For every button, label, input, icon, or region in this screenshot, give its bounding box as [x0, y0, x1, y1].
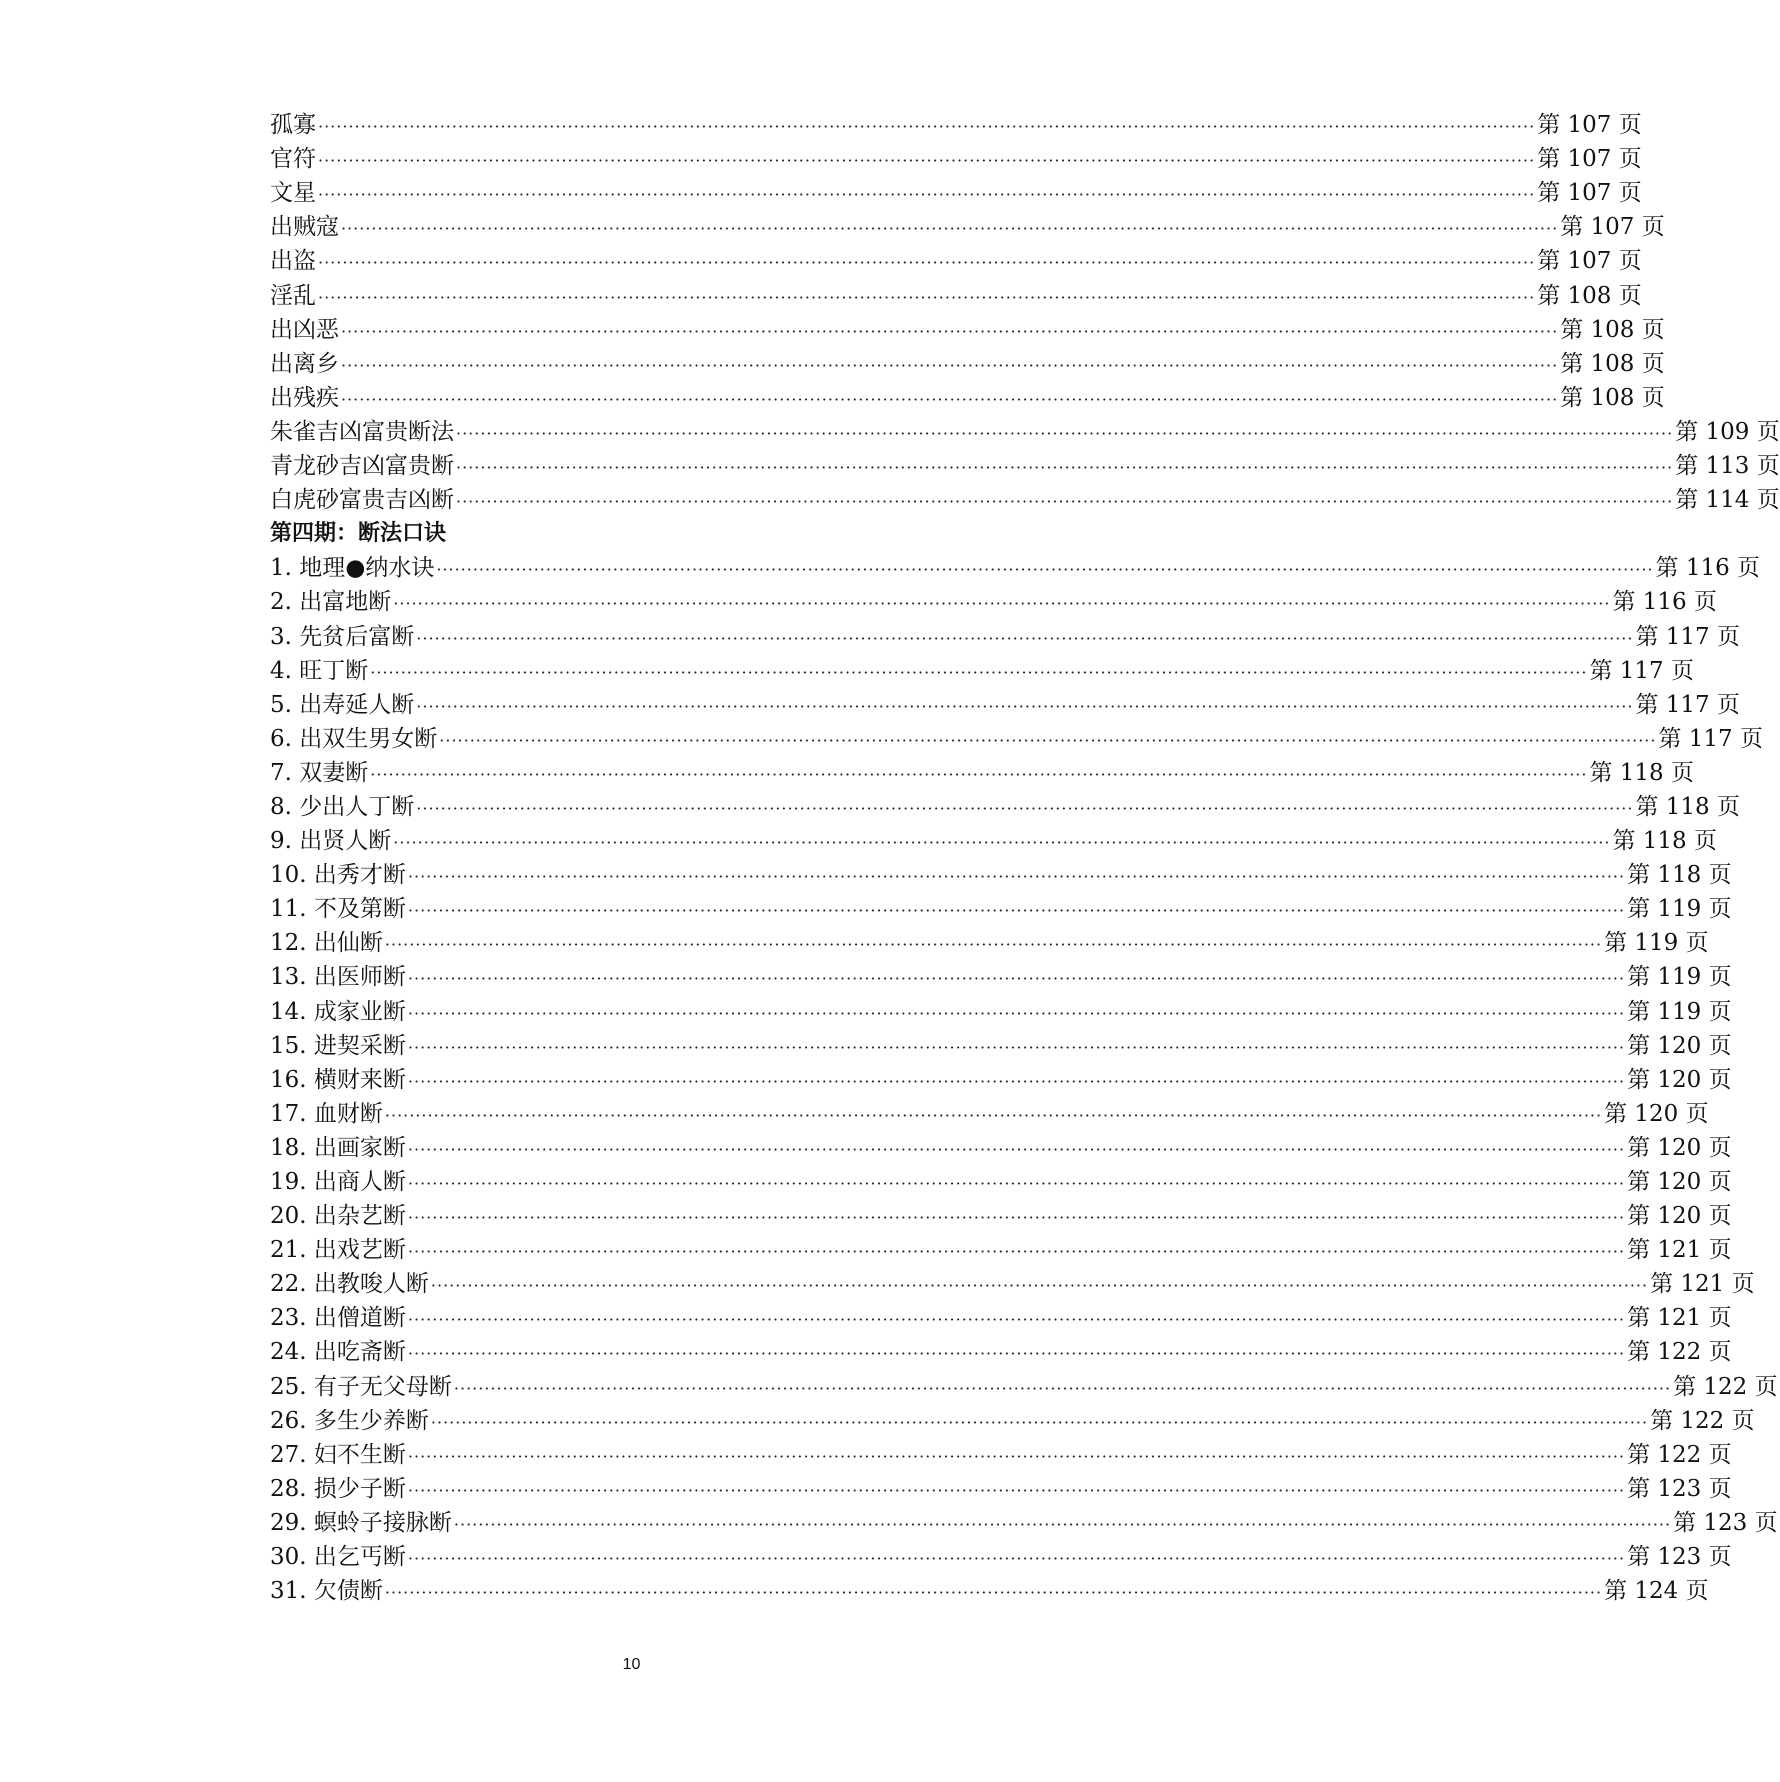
dot-leader: ········································································································································································································: [456, 458, 1674, 478]
dot-leader: ········································································································································································································: [341, 355, 1559, 375]
toc-entry: [270, 960, 1732, 994]
dot-leader: ········································································································································································································: [407, 1549, 1626, 1569]
toc-entry-title: 12. 出仙断: [270, 930, 383, 957]
toc-entry-page: 第 108 页: [1537, 282, 1642, 309]
toc-entry-page: 第 107 页: [1560, 214, 1665, 241]
toc-entry: [270, 278, 1642, 312]
toc-entry-title: 出残疾: [270, 384, 339, 411]
toc-entry: [270, 1472, 1732, 1506]
toc-entry-title: 出离乡: [270, 350, 339, 377]
toc-entry: [270, 1199, 1732, 1233]
toc-entry: [270, 1369, 1778, 1403]
toc-entry: [270, 994, 1732, 1028]
toc-entry-title: 25. 有子无父母断: [270, 1373, 452, 1400]
page-number: 10: [622, 1656, 641, 1673]
toc-entry-title: 24. 出吃斋断: [270, 1339, 406, 1366]
toc-entry: [270, 483, 1780, 517]
toc-entry-title: 2. 出富地断: [270, 589, 392, 616]
toc-entry-page: 第 117 页: [1589, 657, 1694, 684]
toc-entry-title: 18. 出画家断: [270, 1134, 406, 1161]
toc-entry-title: 8. 少出人丁断: [270, 793, 415, 820]
toc-entry-title: 30. 出乞丐断: [270, 1544, 406, 1571]
toc-entry-title: 5. 出寿延人断: [270, 691, 415, 718]
toc-entry-page: 第 113 页: [1675, 453, 1780, 480]
dot-leader: ········································································································································································································: [453, 1378, 1672, 1398]
toc-entry-page: 第 118 页: [1635, 793, 1740, 820]
toc-entry: [270, 1029, 1732, 1063]
toc-entry: [270, 1165, 1732, 1199]
toc-entry-page: 第 123 页: [1627, 1544, 1732, 1571]
toc-entry-page: 第 120 页: [1627, 1134, 1732, 1161]
toc-entry-page: 第 108 页: [1560, 384, 1665, 411]
toc-entry: [270, 244, 1642, 278]
toc-entry: [270, 1097, 1709, 1131]
toc-entry-page: 第 122 页: [1673, 1373, 1778, 1400]
toc-entry-page: 第 122 页: [1627, 1339, 1732, 1366]
toc-entry-title: 7. 双妻断: [270, 759, 369, 786]
dot-leader: ········································································································································································································: [393, 833, 1611, 853]
dot-leader: ········································································································································································································: [384, 1105, 1603, 1125]
dot-leader: ········································································································································································································: [407, 1139, 1626, 1159]
dot-leader: ········································································································································································································: [407, 1310, 1626, 1330]
toc-entry-page: 第 117 页: [1658, 725, 1763, 752]
toc-entry: [270, 142, 1642, 176]
toc-entry-page: 第 120 页: [1627, 1066, 1732, 1093]
dot-leader: ········································································································································································································: [407, 1071, 1626, 1091]
dot-leader: ········································································································································································································: [407, 1446, 1626, 1466]
toc-entry-title: 21. 出戏艺断: [270, 1237, 406, 1264]
toc-entry: [270, 824, 1717, 858]
toc-entry-title: 16. 横财来断: [270, 1066, 406, 1093]
dot-leader: ········································································································································································································: [430, 1276, 1649, 1296]
toc-entry: [270, 858, 1732, 892]
toc-entry-page: 第 107 页: [1537, 146, 1642, 173]
dot-leader: ········································································································································································································: [407, 1003, 1626, 1023]
toc-entry: [270, 1335, 1732, 1369]
toc-entry-page: 第 116 页: [1612, 589, 1717, 616]
toc-entry: [270, 1574, 1709, 1608]
toc-entry: [270, 1506, 1778, 1540]
toc-entry-title: 1. 地理●纳水诀: [270, 555, 435, 582]
toc-entry-title: 文星: [270, 180, 316, 207]
toc-entry-page: 第 121 页: [1627, 1305, 1732, 1332]
toc-entry: [270, 1301, 1732, 1335]
toc-entry: [270, 381, 1665, 415]
toc-entry-page: 第 114 页: [1675, 487, 1780, 514]
toc-entry: [270, 654, 1694, 688]
toc-entry: [270, 1063, 1732, 1097]
dot-leader: ········································································································································································································: [430, 1412, 1649, 1432]
toc-entry-page: 第 108 页: [1560, 350, 1665, 377]
section-heading: 第四期：断法口诀: [270, 521, 447, 547]
toc-entry-page: 第 107 页: [1537, 112, 1642, 139]
dot-leader: ········································································································································································································: [407, 901, 1626, 921]
dot-leader: ········································································································································································································: [407, 1208, 1626, 1228]
toc-entry-title: 13. 出医师断: [270, 964, 406, 991]
toc-entry-page: 第 120 页: [1627, 1169, 1732, 1195]
toc-entry: [270, 926, 1709, 960]
dot-leader: ········································································································································································································: [407, 1344, 1626, 1364]
toc-entry-page: 第 118 页: [1627, 862, 1732, 889]
dot-leader: ········································································································································································································: [407, 1242, 1626, 1262]
dot-leader: ········································································································································································································: [407, 1480, 1626, 1500]
toc-entry: [270, 892, 1732, 926]
toc-entry-page: 第 118 页: [1589, 759, 1694, 786]
toc-entry-title: 11. 不及第断: [270, 896, 406, 923]
dot-leader: ········································································································································································································: [456, 423, 1674, 443]
toc-entry: [270, 1438, 1732, 1472]
toc-entry-title: 官符: [270, 146, 316, 173]
dot-leader: ········································································································································································································: [370, 662, 1588, 682]
dot-leader: ········································································································································································································: [407, 969, 1626, 989]
toc-entry-title: 19. 出商人断: [270, 1169, 406, 1195]
toc-entry-title: 朱雀吉凶富贵断法: [270, 418, 454, 445]
dot-leader: ········································································································································································································: [318, 287, 1536, 307]
toc-entry-title: 28. 损少子断: [270, 1475, 406, 1502]
toc-entry-title: 17. 血财断: [270, 1100, 383, 1127]
dot-leader: ········································································································································································································: [407, 867, 1626, 887]
toc-entry: [270, 210, 1665, 244]
toc-entry: [270, 1233, 1732, 1267]
toc-entry-title: 23. 出僧道断: [270, 1305, 406, 1332]
toc-entry-title: 4. 旺丁断: [270, 657, 369, 684]
toc-entry-title: 10. 出秀才断: [270, 862, 406, 889]
toc-entry-title: 出贼寇: [270, 214, 339, 241]
toc-entry: [270, 347, 1665, 381]
dot-leader: ········································································································································································································: [318, 185, 1536, 205]
toc-entry: [270, 585, 1717, 619]
toc-entry: [270, 722, 1763, 756]
toc-entry-page: 第 121 页: [1627, 1237, 1732, 1264]
toc-entry-page: 第 120 页: [1627, 1032, 1732, 1059]
toc-entry-page: 第 119 页: [1627, 998, 1732, 1025]
toc-entry-page: 第 116 页: [1655, 555, 1761, 582]
toc-entry-page: 第 120 页: [1604, 1100, 1709, 1127]
toc-entry-page: 第 123 页: [1627, 1475, 1732, 1502]
toc-entry-title: 14. 成家业断: [270, 998, 406, 1025]
dot-leader: ········································································································································································································: [341, 219, 1559, 239]
toc-entry-page: 第 118 页: [1612, 828, 1717, 855]
toc-entry-title: 3. 先贫后富断: [270, 623, 415, 650]
toc-entry-title: 15. 进契采断: [270, 1032, 406, 1059]
toc-entry: [270, 1540, 1732, 1574]
dot-leader: ········································································································································································································: [318, 253, 1536, 273]
toc-entry-title: 27. 妇不生断: [270, 1441, 406, 1468]
dot-leader: ········································································································································································································: [456, 492, 1674, 512]
toc-entry-page: 第 119 页: [1627, 964, 1732, 991]
toc-entry-title: 22. 出教唆人断: [270, 1271, 429, 1298]
dot-leader: ········································································································································································································: [439, 730, 1657, 750]
toc-entry-page: 第 121 页: [1650, 1271, 1755, 1298]
toc-entry: [270, 1267, 1755, 1301]
toc-entry-title: 孤寡: [270, 112, 316, 139]
toc-entry-page: 第 117 页: [1635, 691, 1740, 718]
toc-entry: [270, 688, 1740, 722]
toc-entry: [270, 415, 1780, 449]
dot-leader: ········································································································································································································: [318, 117, 1536, 137]
dot-leader: ········································································································································································································: [407, 1037, 1626, 1057]
table-of-contents: [270, 108, 1780, 1608]
toc-entry-page: 第 119 页: [1604, 930, 1709, 957]
dot-leader: ········································································································································································································: [318, 151, 1536, 171]
dot-leader: ········································································································································································································: [407, 1174, 1626, 1193]
toc-entry-page: 第 122 页: [1627, 1441, 1732, 1468]
toc-entry-page: 第 109 页: [1675, 418, 1780, 445]
dot-leader: ········································································································································································································: [416, 696, 1634, 716]
toc-entry: [270, 790, 1740, 824]
toc-entry-page: 第 107 页: [1537, 248, 1642, 275]
toc-entry-title: 9. 出贤人断: [270, 828, 392, 855]
toc-entry: [270, 619, 1740, 653]
toc-entry: [270, 108, 1642, 142]
toc-entry: [270, 176, 1642, 210]
dot-leader: ········································································································································································································: [384, 1583, 1603, 1603]
dot-leader: ········································································································································································································: [453, 1514, 1672, 1534]
toc-entry: [270, 756, 1694, 790]
dot-leader: ········································································································································································································: [341, 389, 1559, 409]
toc-entry-page: 第 117 页: [1635, 623, 1740, 650]
dot-leader: ········································································································································································································: [341, 321, 1559, 341]
toc-entry-page: 第 108 页: [1560, 316, 1665, 343]
toc-entry-title: 31. 欠债断: [270, 1578, 383, 1605]
dot-leader: ········································································································································································································: [416, 628, 1634, 648]
toc-entry-page: 第 119 页: [1627, 896, 1732, 923]
toc-entry-page: 第 122 页: [1650, 1407, 1755, 1434]
toc-entry-title: 出凶恶: [270, 316, 339, 343]
toc-entry-title: 6. 出双生男女断: [270, 725, 438, 752]
toc-entry: [270, 1404, 1755, 1438]
toc-entry: [270, 313, 1665, 347]
toc-entry-title: 淫乱: [270, 282, 316, 309]
dot-leader: ········································································································································································································: [416, 798, 1634, 818]
toc-entry-page: 第 123 页: [1673, 1509, 1778, 1536]
toc-list-before: [270, 108, 1780, 517]
toc-entry-page: 第 107 页: [1537, 180, 1642, 207]
toc-entry-title: 白虎砂富贵吉凶断: [270, 487, 454, 514]
toc-entry-title: 出盗: [270, 248, 316, 275]
dot-leader: ········································································································································································································: [384, 935, 1603, 955]
toc-entry-title: 青龙砂吉凶富贵断: [270, 453, 454, 480]
toc-list-after: [270, 551, 1778, 1608]
dot-leader: ········································································································································································································: [370, 764, 1588, 784]
toc-entry-title: 29. 螟蛉子接脉断: [270, 1509, 452, 1536]
toc-entry-title: 26. 多生少养断: [270, 1407, 429, 1434]
toc-entry-title: 20. 出杂艺断: [270, 1203, 406, 1230]
dot-leader: ········································································································································································································: [436, 560, 1654, 580]
toc-entry: [270, 449, 1780, 483]
toc-entry-page: 第 120 页: [1627, 1203, 1732, 1230]
toc-entry: [270, 551, 1761, 585]
toc-entry-page: 第 124 页: [1604, 1578, 1709, 1605]
dot-leader: ········································································································································································································: [393, 594, 1611, 614]
toc-entry: [270, 1131, 1732, 1165]
